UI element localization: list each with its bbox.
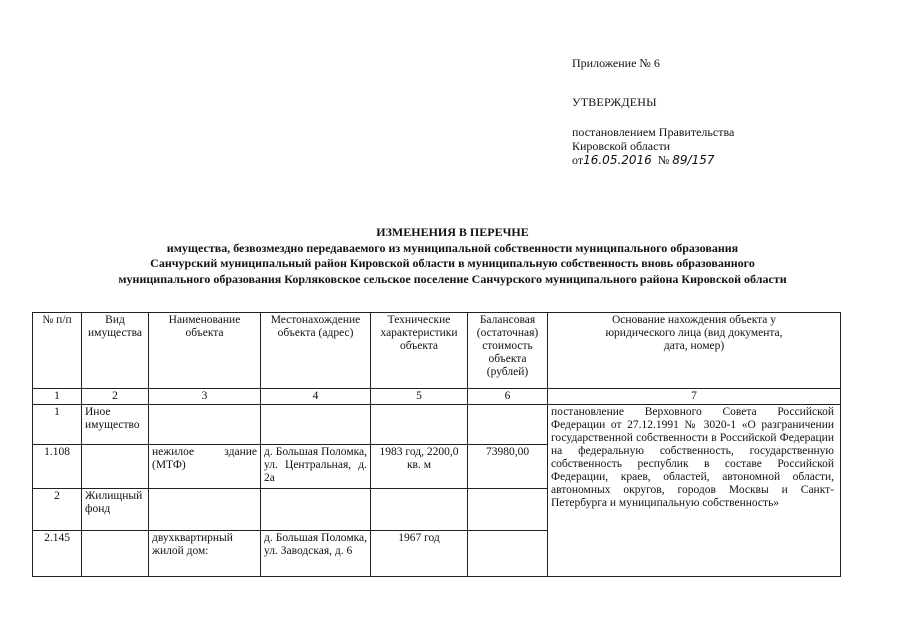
document-title [40,225,865,287]
decree-date: 16.05.2016 [583,153,652,167]
row-tech [371,489,468,531]
row-value [468,489,548,531]
row-kind [82,531,149,577]
row-value [468,531,548,577]
col-number: 1 [33,389,82,405]
table-header-row [33,313,841,389]
row-tech: 1983 год, 2200,0 кв. м [371,445,468,489]
decree-block [572,125,734,167]
header-tech: Технические характеристики объекта [371,313,468,389]
col-number: 4 [261,389,371,405]
title-line-1: ИЗМЕНЕНИЯ В ПЕРЕЧНЕ [376,225,529,239]
row-number: 2.145 [33,531,82,577]
row-number: 1 [33,405,82,445]
col-number: 3 [149,389,261,405]
decree-line-3 [572,153,734,167]
title-line-2: имущества, безвозмездно передаваемого из муниципальной собственности муниципального образования [166,240,739,255]
header-kind: Вид имущества [82,313,149,389]
header-address: Местонахождение объекта (адрес) [261,313,371,389]
row-kind [82,445,149,489]
decree-line-1: постановлением Правительства [572,125,735,139]
col-number: 2 [82,389,149,405]
col-number: 7 [548,389,841,405]
table-row [33,405,841,445]
row-tech [371,405,468,445]
header-value: Балансовая (остаточная) стоимость объекта (рублей) [468,313,548,389]
row-name [149,489,261,531]
row-address [261,489,371,531]
appendix-label: Приложение № 6 [572,56,660,70]
row-address: д. Большая Поломка, ул. Заводская, д. 6 [261,531,371,577]
row-tech: 1967 год [371,531,468,577]
col-number: 6 [468,389,548,405]
decree-from: от [572,153,584,167]
row-address [261,405,371,445]
header-name: Наименование объекта [149,313,261,389]
row-address: д. Большая Поломка, ул. Центральная, д. 2а [261,445,371,489]
row-value: 73980,00 [468,445,548,489]
decree-number-label: № [657,153,670,167]
approved-label: УТВЕРЖДЕНЫ [572,95,657,109]
row-number: 1.108 [33,445,82,489]
title-line-3: Санчурский муниципальный район Кировской области в муниципальную собственность вновь образованного [150,256,755,270]
title-line-4: муниципального образования Корляковское сельское поселение Санчурского муниципального района Кировской области [118,271,787,286]
row-name [149,405,261,445]
decree-number: 89/157 [672,153,715,167]
header-foundation: Основание нахождения объекта у юридического лица (вид документа, дата, номер) [548,313,841,389]
row-name: нежилое здание (МТФ) [149,445,261,489]
row-name: двухквартирный жилой дом: [149,531,261,577]
header-number: № п/п [33,313,82,389]
row-kind: Иное имущество [82,405,149,445]
row-kind: Жилищный фонд [82,489,149,531]
property-table [32,312,841,577]
row-number: 2 [33,489,82,531]
column-number-row [33,389,841,405]
row-value [468,405,548,445]
foundation-text: постановление Верховного Совета Российской Федерации от 27.12.1991 № 3020-1 «О разграничении государственной собственности в Российской Федерации на федеральную собственность, государственную собственность республик в составе Российской Федерации, краев, областей, автономной области, автономных округов, городов Москвы и Санкт-Петербурга и муниципальную собственность» [548,405,841,577]
decree-line-2: Кировской области [572,139,671,153]
col-number: 5 [371,389,468,405]
